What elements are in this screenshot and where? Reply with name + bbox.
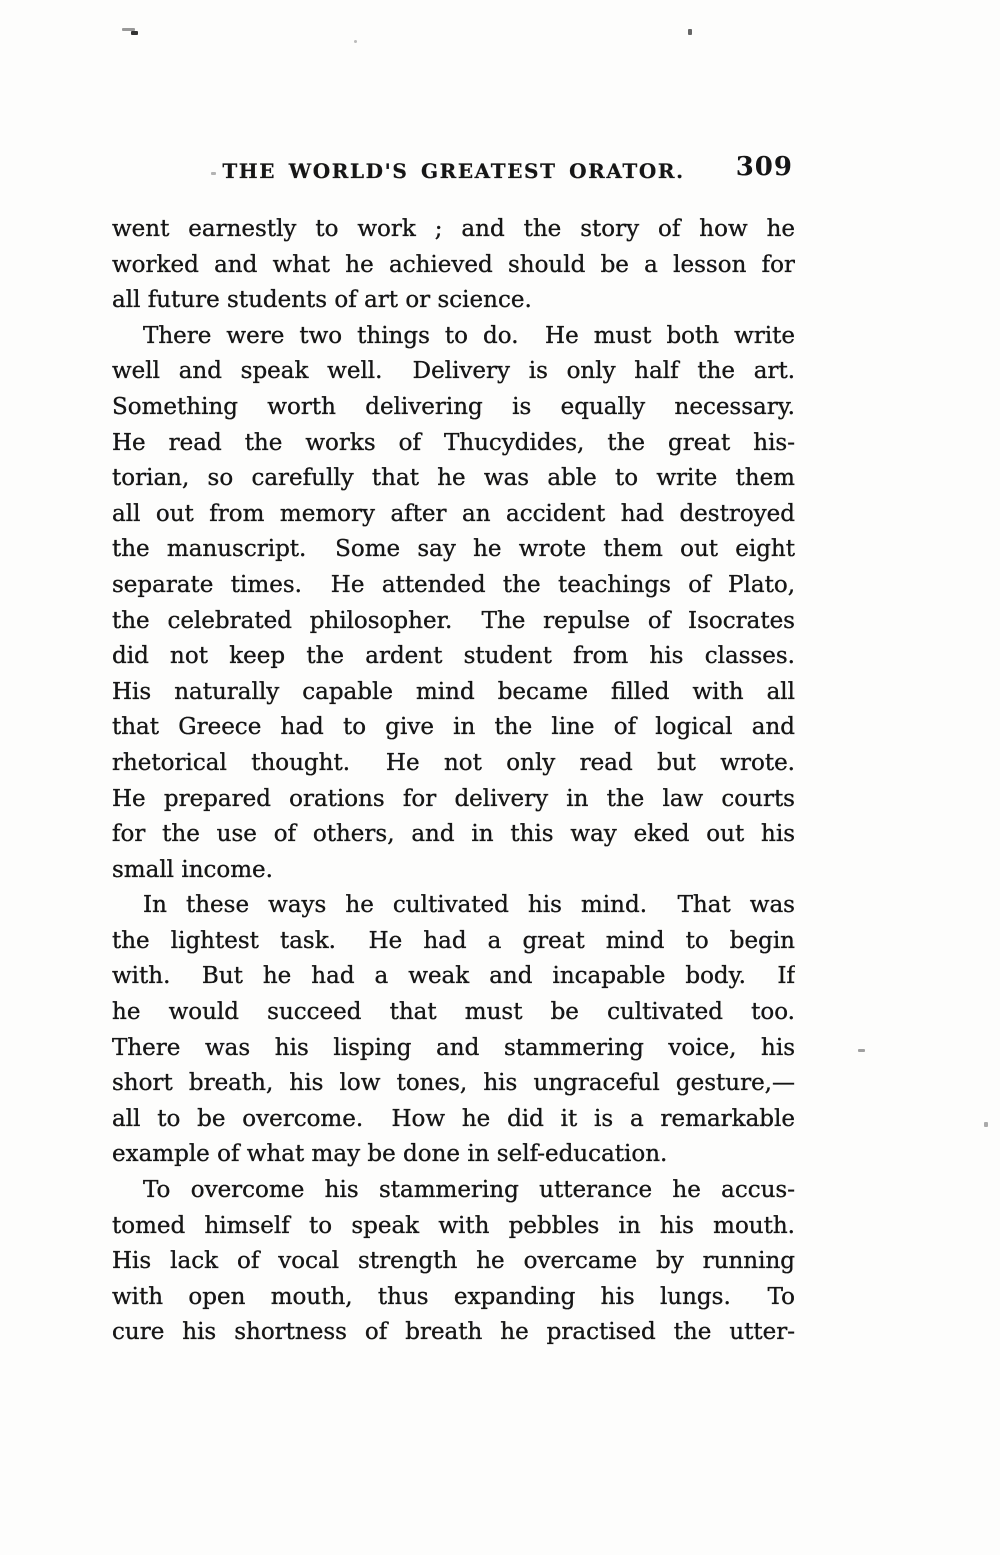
text-line: for the use of others, and in this way eked out his xyxy=(112,821,795,848)
text-line: with open mouth, thus expanding his lungs. To xyxy=(112,1283,795,1310)
text-line: the celebrated philosopher. The repulse of Isocrates xyxy=(112,607,795,634)
text-line: rhetorical thought. He not only read but wrote. xyxy=(112,749,795,776)
text-line: with. But he had a weak and incapable body. If xyxy=(112,963,795,990)
page-number: 309 xyxy=(735,152,793,182)
scan-speck xyxy=(354,40,357,43)
scan-speck xyxy=(688,29,692,35)
text-line: torian, so carefully that he was able to write them xyxy=(112,465,795,492)
text-line: His lack of vocal strength he overcame by running xyxy=(112,1248,795,1275)
text-line: There were two things to do. He must both write xyxy=(143,322,795,349)
scan-speck xyxy=(211,172,216,175)
text-line: the lightest task. He had a great mind to begin xyxy=(112,927,795,954)
running-header-title: THE WORLD'S GREATEST ORATOR. xyxy=(222,159,685,183)
text-line: In these ways he cultivated his mind. That was xyxy=(143,892,795,919)
text-line: He prepared orations for delivery in the law courts xyxy=(112,785,795,812)
text-line: Something worth delivering is equally necessary. xyxy=(112,393,795,420)
text-line: went earnestly to work ; and the story of how he xyxy=(112,216,795,242)
text-line: worked and what he achieved should be a lesson for xyxy=(112,251,795,278)
text-line: all out from memory after an accident had destroyed xyxy=(112,500,795,527)
scan-speck xyxy=(858,1049,865,1052)
text-line: that Greece had to give in the line of logical and xyxy=(112,714,795,741)
scan-speck xyxy=(984,1122,988,1127)
scan-speck xyxy=(131,31,138,35)
text-line: short breath, his low tones, his ungraceful gesture,— xyxy=(112,1070,795,1097)
text-line: separate times. He attended the teachings of Plato, xyxy=(112,571,795,598)
text-line: There was his lisping and stammering voice, his xyxy=(112,1034,795,1061)
text-line: cure his shortness of breath he practised the utter- xyxy=(112,1319,795,1346)
running-header xyxy=(112,152,795,212)
text-line: well and speak well. Delivery is only half the art. xyxy=(112,358,795,385)
text-line: the manuscript. Some say he wrote them out eight xyxy=(112,536,795,563)
text-line: tomed himself to speak with pebbles in his mouth. xyxy=(112,1212,795,1239)
text-line: he would succeed that must be cultivated too. xyxy=(112,999,795,1026)
text-line: His naturally capable mind became filled with all xyxy=(112,678,795,705)
text-line: did not keep the ardent student from his classes. xyxy=(112,643,795,670)
text-line: He read the works of Thucydides, the great his- xyxy=(112,429,795,456)
text-line: To overcome his stammering utterance he accus- xyxy=(143,1177,795,1204)
text-line: small income. xyxy=(112,856,273,883)
text-line: all to be overcome. How he did it is a remarkable xyxy=(112,1105,795,1132)
text-line: all future students of art or science. xyxy=(112,287,532,314)
text-line: example of what may be done in self-education. xyxy=(112,1141,668,1168)
body-text-block xyxy=(112,212,795,1351)
